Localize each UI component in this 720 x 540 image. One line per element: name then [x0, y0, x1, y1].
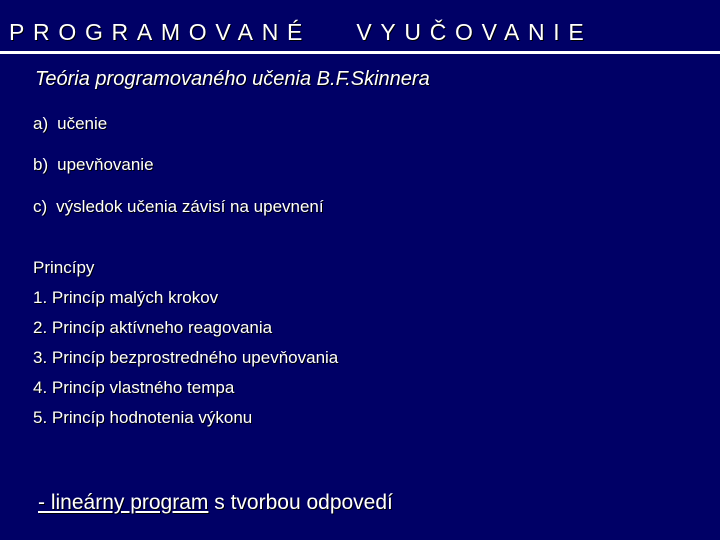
principle-item: 3. Princíp bezprostredného upevňovania — [33, 348, 339, 367]
list-item-label: a) — [33, 114, 49, 133]
footer-line — [38, 490, 393, 516]
footer-rest-text: s tvorbou odpovedí — [208, 491, 393, 514]
principle-item: 2. Princíp aktívneho reagovania — [33, 318, 273, 337]
principle-item: 1. Princíp malých krokov — [33, 288, 219, 307]
title-divider — [0, 51, 720, 54]
list-item-label: b) — [33, 155, 49, 174]
list-item-c — [33, 196, 324, 218]
list-item-a — [33, 113, 107, 135]
slide-title: PROGRAMOVANÉ VYUČOVANIE — [9, 19, 593, 45]
list-item-text: učenie — [57, 114, 108, 133]
linear-program-link[interactable]: - lineárny program — [38, 491, 209, 514]
principle-item: 4. Princíp vlastného tempa — [33, 378, 235, 397]
list-item-b — [33, 154, 154, 176]
slide-subtitle: Teória programovaného učenia B.F.Skinnera — [35, 68, 430, 90]
principle-item: 5. Princíp hodnotenia výkonu — [33, 408, 253, 427]
principles-heading: Princípy — [33, 258, 95, 277]
list-item-text: upevňovanie — [57, 155, 154, 174]
list-item-text: výsledok učenia závisí na upevnení — [56, 197, 324, 216]
list-item-label: c) — [33, 197, 48, 216]
